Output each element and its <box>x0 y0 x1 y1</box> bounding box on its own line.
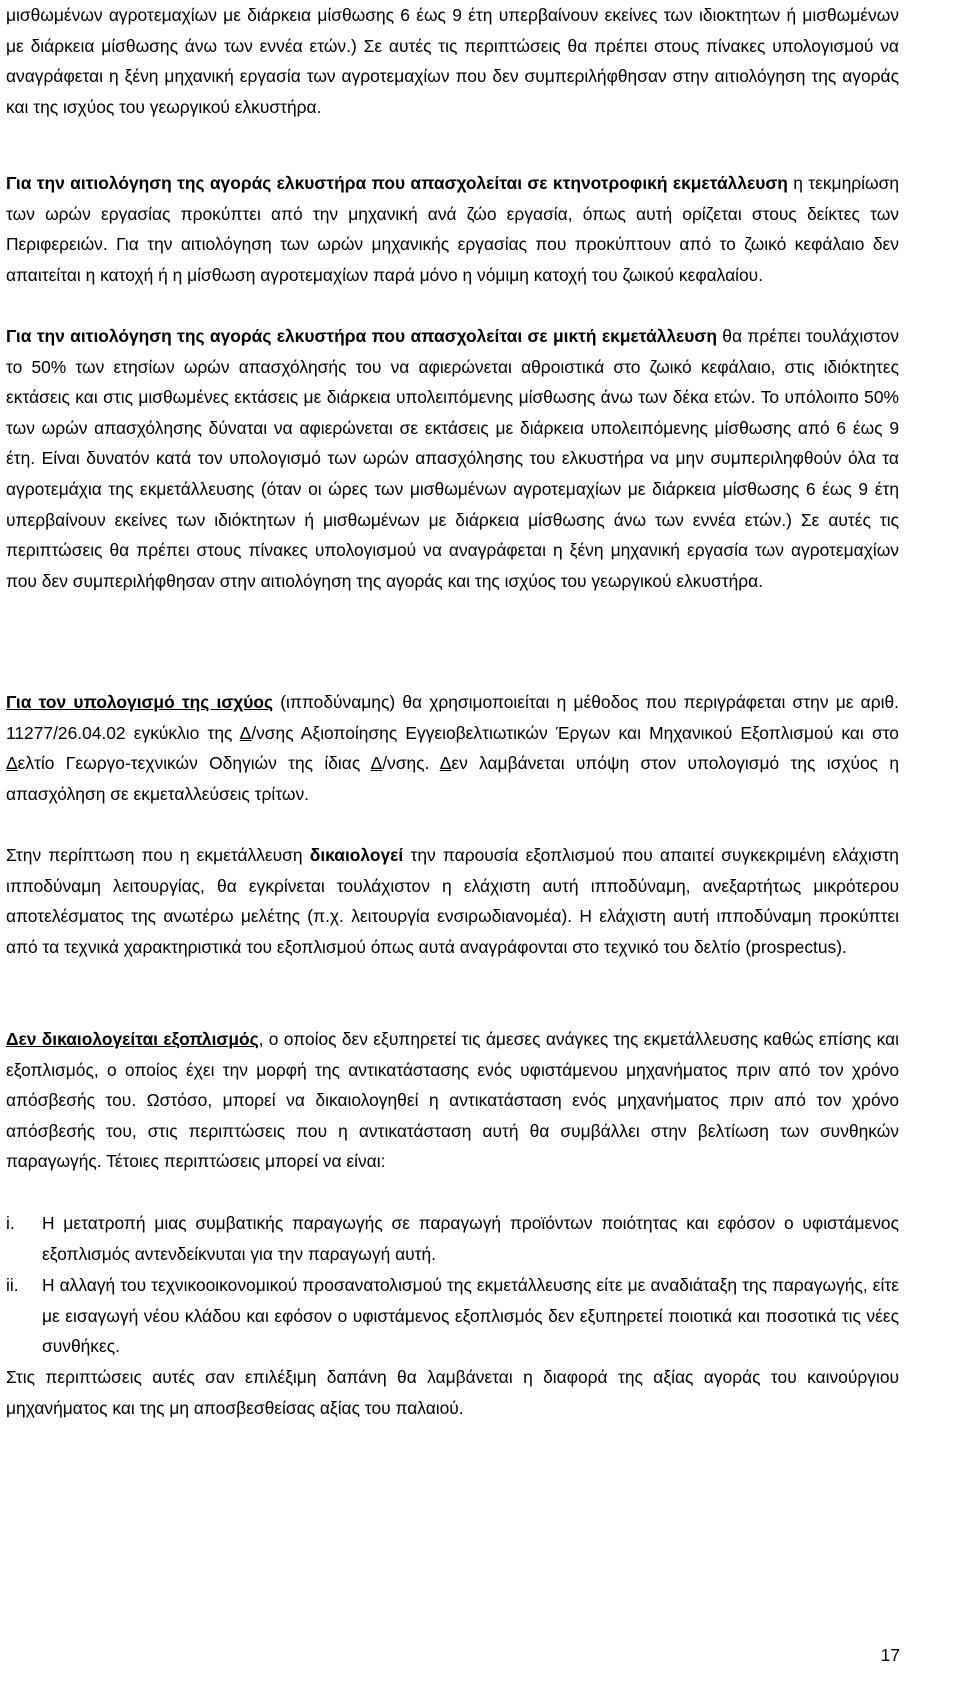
list-item-number: i. <box>6 1213 15 1233</box>
paragraph-heading-bold: Δεν δικαιολογείται εξοπλισμός <box>6 1029 259 1049</box>
list-item-text: Η αλλαγή του τεχνικοοικονομικού προσανατολισμού της εκμετάλλευσης είτε με αναδιάταξη της παραγωγής, είτε με εισαγωγή νέου κλάδου και εφόσον ο υφιστάμενος εξοπλισμός δεν εξυπηρετεί ποιοτικά και ποσοτικά τις νέες συνθήκες. <box>42 1275 899 1357</box>
bold-term: δικαιολογεί <box>309 845 404 865</box>
text-segment: (ιπποδύναμης) θα χρησιμοποιείται η μέθοδος που περιγράφεται στην με αριθ. 11277/26.04.02 εγκύκλιο της <box>6 692 899 743</box>
paragraph-body: η τεκμηρίωση των ωρών εργασίας προκύπτει από την μηχανική ανά ζώο εργασία, όπως αυτή ορίζεται στους δείκτες των Περιφερειών. Για την αιτιολόγηση των ωρών μηχανικής εργασίας που προκύπτουν από το ζωικό κεφάλαιο δεν απαιτείται η κατοχή ή η μίσθωση αγροτεμαχίων παρά μόνο η νόμιμη κατοχή του ζωικού κεφαλαίου. <box>6 173 899 285</box>
paragraph-eligible-expense: Στις περιπτώσεις αυτές σαν επιλέξιμη δαπάνη θα λαμβάνεται η διαφορά της αξίας αγοράς του καινούργιου μηχανήματος και της μη αποσβεσθείσας αξίας του παλαιού. <box>6 1367 899 1418</box>
paragraph-justified-equipment <box>6 840 899 962</box>
paragraph-heading-bold: Για την αιτιολόγηση της αγοράς ελκυστήρα που απασχολείται σε κτηνοτροφική εκμετάλλευση <box>6 173 788 193</box>
text-segment: την παρουσία εξοπλισμού που απαιτεί συγκεκριμένη ελάχιστη ιπποδύναμη λειτουργίας, θα εγκρίνεται τουλάχιστον η ελάχιστη αυτή ιπποδύναμη, ανεξαρτήτως μικρότερου αποτελέσματος της ανωτέρω μελέτης (π.χ. λειτουργία ενσιρωδιανομέα). Η ελάχιστη αυτή ιπποδύναμη προκύπτει από τα τεχνικά χαρακτηριστικά του εξοπλισμού όπως αυτά αναγράφονται στο τεχνικό του δελτίο (prospectus). <box>6 845 899 957</box>
text-segment: Στην περίπτωση που η εκμετάλλευση <box>6 845 310 865</box>
underlined-letter: Δ <box>239 722 252 743</box>
paragraph-heading-bold: Για τον υπολογισμό της ισχύος <box>6 692 274 712</box>
text-segment: , ο οποίος δεν εξυπηρετεί τις άμεσες ανάγκες της εκμετάλλευσης καθώς επίσης και εξοπλισμός, ο οποίος έχει την μορφή της αντικατάστασης ενός υφιστάμενου μηχανήματος πριν από τον χρόνο απόσβεσής του. Ωστόσο, μπορεί να δικαιολογηθεί η αντικατάσταση ενός μηχανήματος πριν από τον χρόνο απόσβεσής του, στις περιπτώσεις που η αντικατάσταση αυτή θα συμβάλλει στην βελτίωση των συνθηκών παραγωγής. Τέτοιες περιπτώσεις μπορεί να είναι: <box>6 1029 899 1172</box>
page-number: 17 <box>880 1645 900 1665</box>
list-item <box>6 1270 899 1362</box>
paragraph-continuation: μισθωμένων αγροτεμαχίων με διάρκεια μίσθωσης 6 έως 9 έτη υπερβαίνουν εκείνες των ιδιοκτητων ή μισθωμένων με διάρκεια μίσθωσης άνω των εννέα ετών.) Σε αυτές τις περιπτώσεις θα πρέπει στους πίνακες υπολογισμού να αναγράφεται η ξένη μηχανική εργασία των αγροτεμαχίων που δεν συμπεριλήφθησαν στην αιτιολόγηση της αγοράς και της ισχύος του γεωργικού ελκυστήρα. <box>6 5 899 117</box>
paragraph-power-calculation <box>6 687 899 809</box>
list-item <box>6 1208 899 1270</box>
text-segment: /νσης Αξιοποίησης Εγγειοβελτιωτικών Έργων και Μηχανικού Εξοπλισμού και στο <box>251 722 899 743</box>
paragraph-livestock-tractor <box>6 168 899 290</box>
underlined-letter: Δ <box>439 753 452 774</box>
text-segment: ελτίο Γεωργο-τεχνικών Οδηγιών της ίδιας <box>17 753 371 774</box>
list-item-number: ii. <box>6 1275 19 1295</box>
list-item-text: Η μετατροπή μιας συμβατικής παραγωγής σε παραγωγή προϊόντων ποιότητας και εφόσον ο υφιστάμενος εξοπλισμός αντενδείκνυται για την παραγωγή αυτή. <box>42 1213 899 1264</box>
paragraph-mixed-farm-tractor <box>6 321 899 596</box>
text-segment: εν λαμβάνεται υπόψη στον υπολογισμό της ισχύος η απασχόληση σε εκμεταλλεύσεις τρίτων. <box>6 753 899 804</box>
underlined-letter: Δ <box>370 753 383 774</box>
text-segment: /νσης. <box>382 753 440 774</box>
underlined-letter: Δ <box>6 753 18 774</box>
paragraph-body: θα πρέπει τουλάχιστον το 50% των ετησίων ωρών απασχόλησής του να αφιερώνεται αθροιστικά στο ζωικό κεφάλαιο, στις ιδιόκτητες εκτάσεις και στις μισθωμένες εκτάσεις με διάρκεια υπολειπόμενης μίσθωσης άνω των δέκα ετών. Το υπόλοιπο 50% των ωρών απασχόλησης δύναται να αφιερώνεται σε εκτάσεις με διάρκεια υπολειπόμενης μίσθωσης από 6 έως 9 έτη. Είναι δυνατόν κατά τον υπολογισμό των ωρών απασχόλησης του ελκυστήρα να μην συμπεριληφθούν όλα τα αγροτεμάχια της εκμετάλλευσης (όταν οι ώρες των μισθωμένων αγροτεμαχίων με διάρκεια μίσθωσης 6 έως 9 έτη υπερβαίνουν εκείνες των ιδιόκτητων ή μισθωμένων με διάρκεια μίσθωσης άνω των εννέα ετών.) Σε αυτές τις περιπτώσεις θα πρέπει στους πίνακες υπολογισμού να αναγράφεται η ξένη μηχανική εργασία των αγροτεμαχίων που δεν συμπεριλήφθησαν στην αιτιολόγηση της αγοράς και της ισχύος του γεωργικού ελκυστήρα. <box>6 326 899 591</box>
paragraph-heading-bold: Για την αιτιολόγηση της αγοράς ελκυστήρα που απασχολείται σε μικτή εκμετάλλευση <box>6 326 717 346</box>
paragraph-unjustified-equipment <box>6 1024 899 1177</box>
